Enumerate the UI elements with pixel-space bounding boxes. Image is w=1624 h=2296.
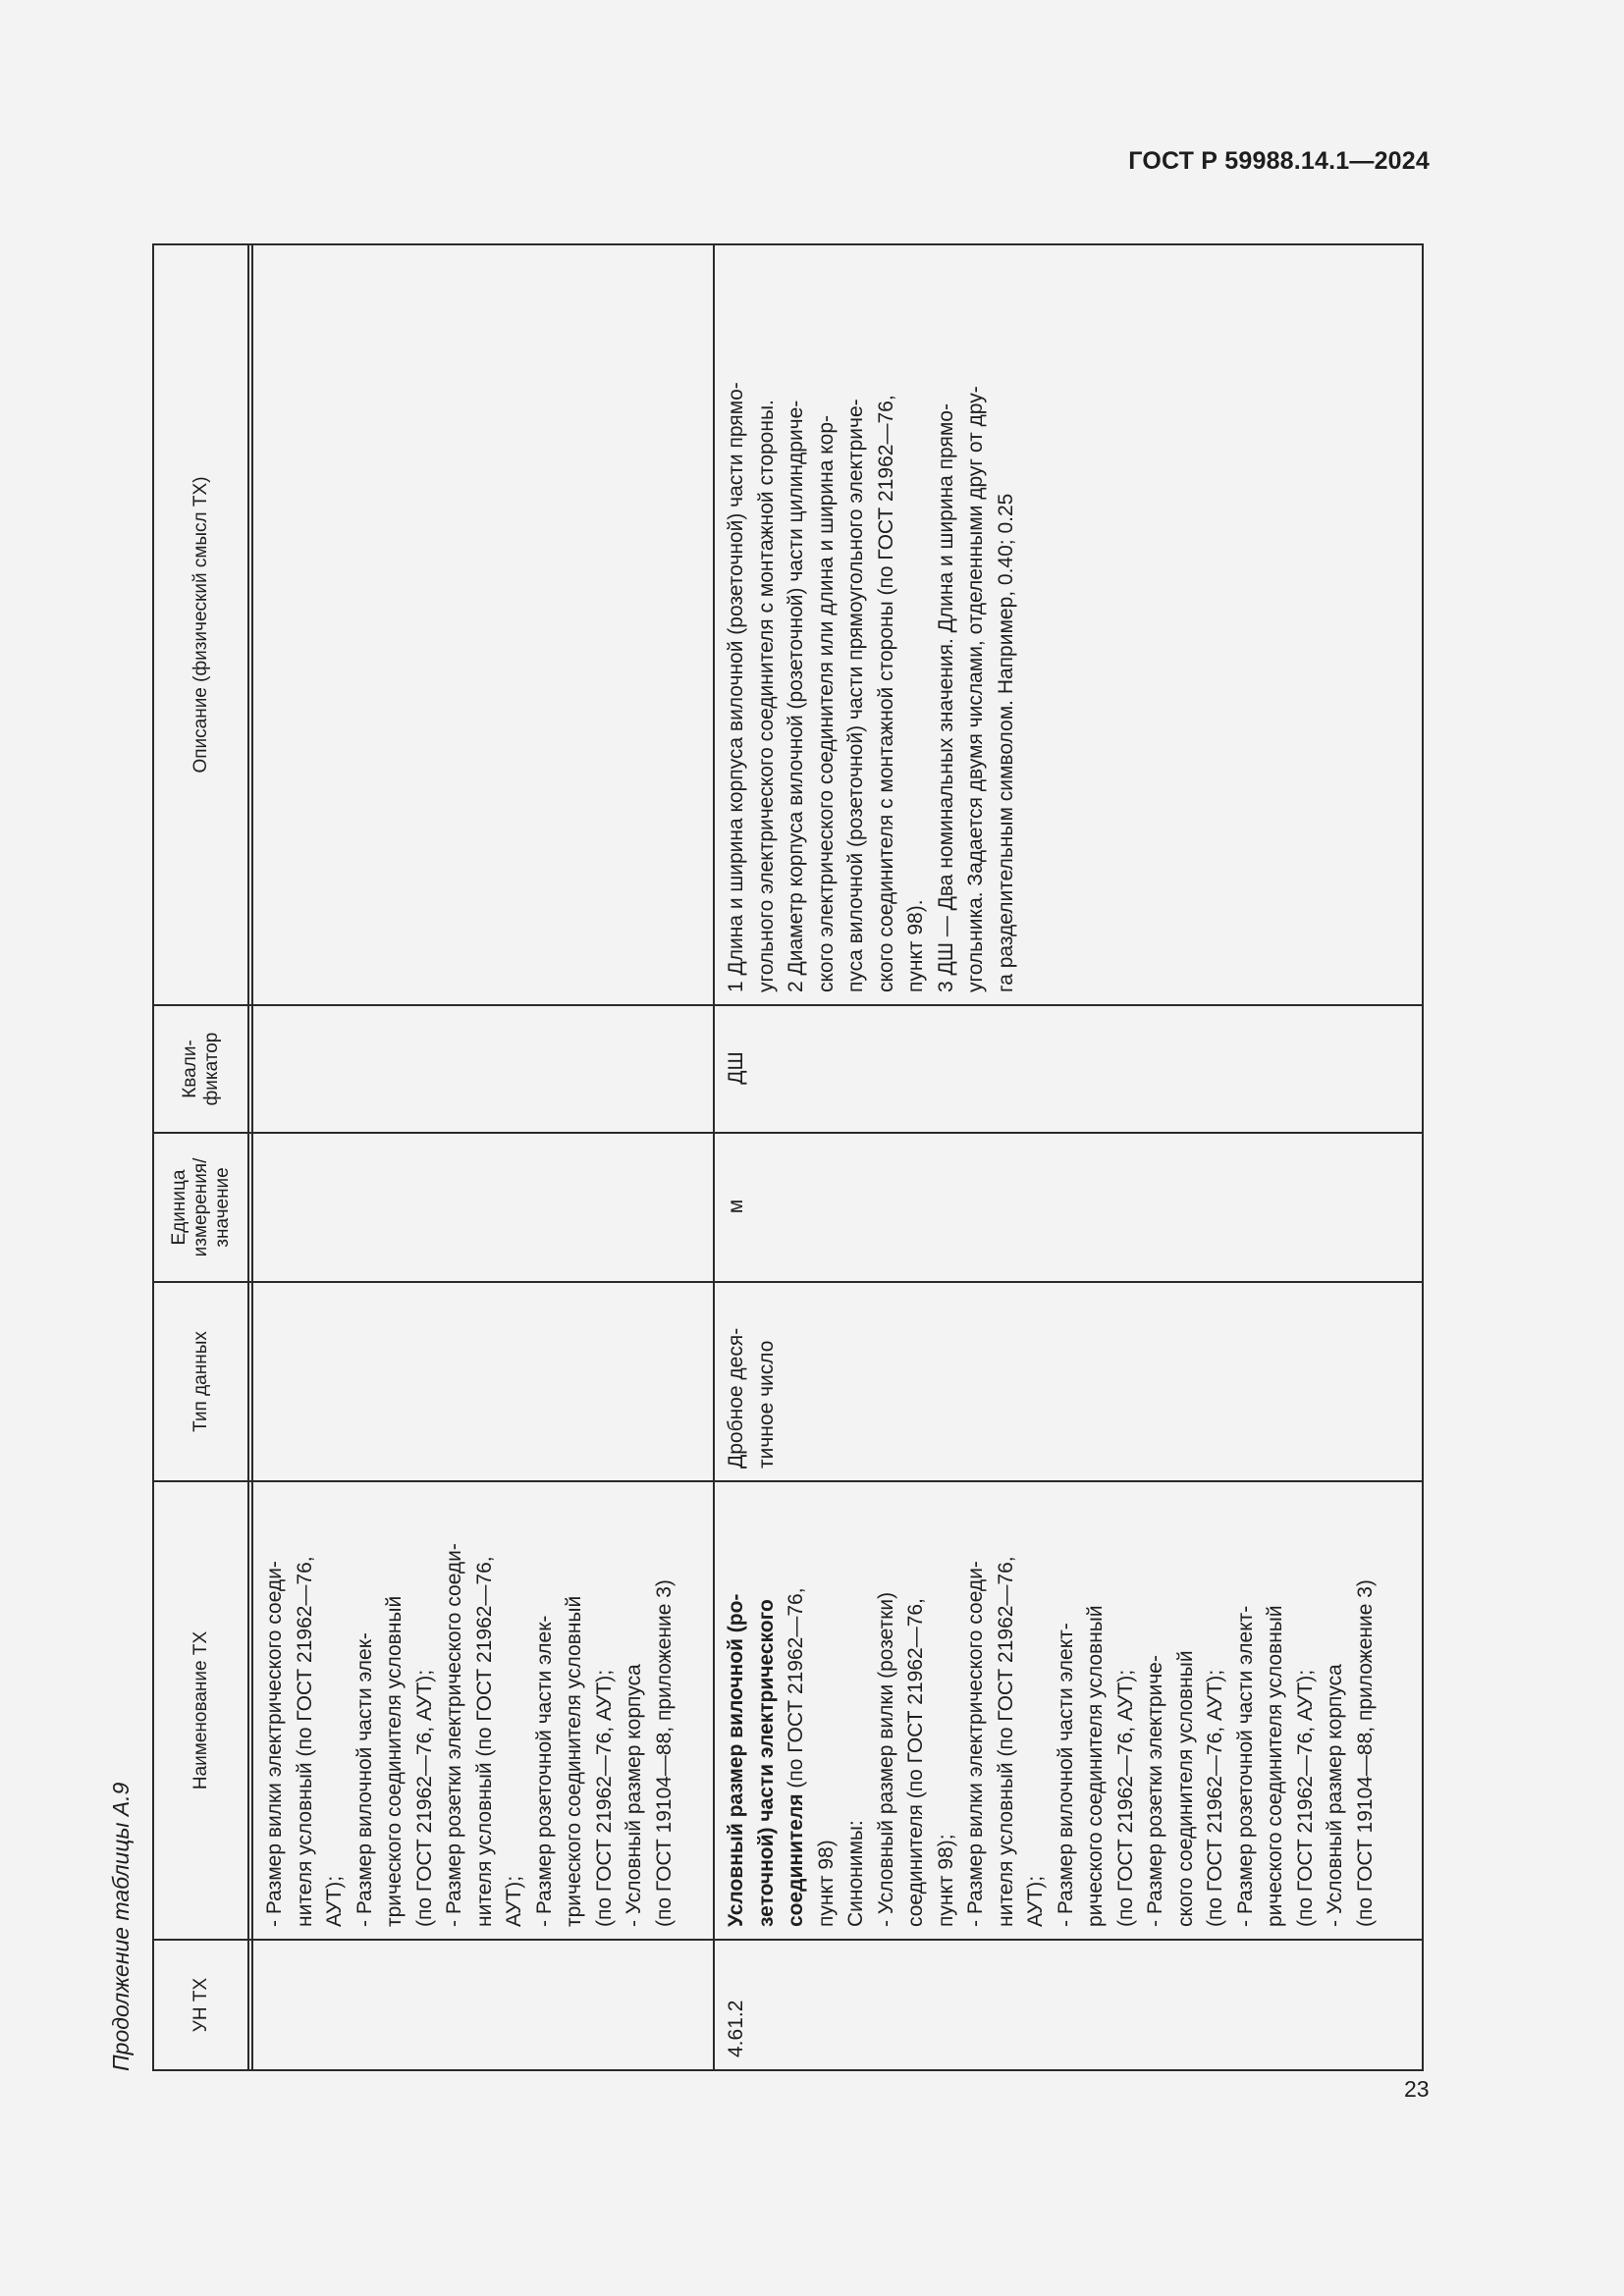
table-caption: Продолжение таблицы А.9 [108,1782,134,2071]
cell-unit: м [714,1133,1423,1282]
cell-qualifier: ДШ [714,1005,1423,1133]
cell-description [252,244,714,1005]
table-row [252,244,714,2070]
table-row [714,244,1423,2070]
table-header-row [153,244,248,2070]
cell-name: Условный размер вилочной (ро- зеточной) части электрического соединителя (по ГОСТ 21962—76, пункт 98) Синонимы: - Условный размер вилки (розетки) соединителя (по ГОСТ 21962—76, пункт 98); - Размер вилки электрического соеди- нителя условный (по ГОСТ 21962—76, АУТ); - Размер вилочной части элект- рического соединителя условный (по ГОСТ 21962—76, АУТ); - Размер розетки электриче- ского соединителя условный (по ГОСТ 21962—76, АУТ); - Размер розеточной части элект- рического соединителя условный (по ГОСТ 21962—76, АУТ); - Условный размер корпуса (по ГОСТ 19104—88, приложение 3) [714,1481,1423,1940]
cell-qualifier [252,1005,714,1133]
col-header-qualifier: Квали- фикатор [153,1005,248,1133]
col-header-type: Тип данных [153,1282,248,1481]
cell-un [252,1940,714,2070]
cell-description: 1 Длина и ширина корпуса вилочной (розеточной) части прямо- угольного электрического соединителя с монтажной стороны. 2 Диаметр корпуса вилочной (розеточной) части цилиндриче- ского электрического соединителя или длина и ширина кор- пуса вилочной (розеточной) части прямоугольного электриче- ского соединителя с монтажной стороны (по ГОСТ 21962—76, пункт 98). 3 ДШ — Два номинальных значения. Длина и ширина прямо- угольника. Задается двумя числами, отделенными друг от дру- га разделительным символом. Например, 0.40; 0.25 [714,244,1423,1005]
cell-type [252,1282,714,1481]
document-code: ГОСТ Р 59988.14.1—2024 [1128,147,1430,175]
page-number: 23 [1404,2076,1430,2102]
cell-name: - Размер вилки электрического соеди- нителя условный (по ГОСТ 21962—76, АУТ); - Размер вилочной части элек- трического соединителя условный (по ГОСТ 21962—76, АУТ); - Размер розетки электрического соеди- нителя условный (по ГОСТ 21962—76, АУТ); - Размер розеточной части элек- трического соединителя условный (по ГОСТ 21962—76, АУТ); - Условный размер корпуса (по ГОСТ 19104—88, приложение 3) [252,1481,714,1940]
col-header-un: УН ТХ [153,1940,248,2070]
col-header-name: Наименование ТХ [153,1481,248,1940]
col-header-description: Описание (физический смысл ТХ) [153,244,248,1005]
col-header-unit: Единица измерения/ значение [153,1133,248,1282]
cell-un: 4.61.2 [714,1940,1423,2070]
cell-unit [252,1133,714,1282]
cell-type: Дробное деся- тичное число [714,1282,1423,1481]
characteristics-table [152,243,1424,2071]
rotated-table-area [108,206,1443,2071]
